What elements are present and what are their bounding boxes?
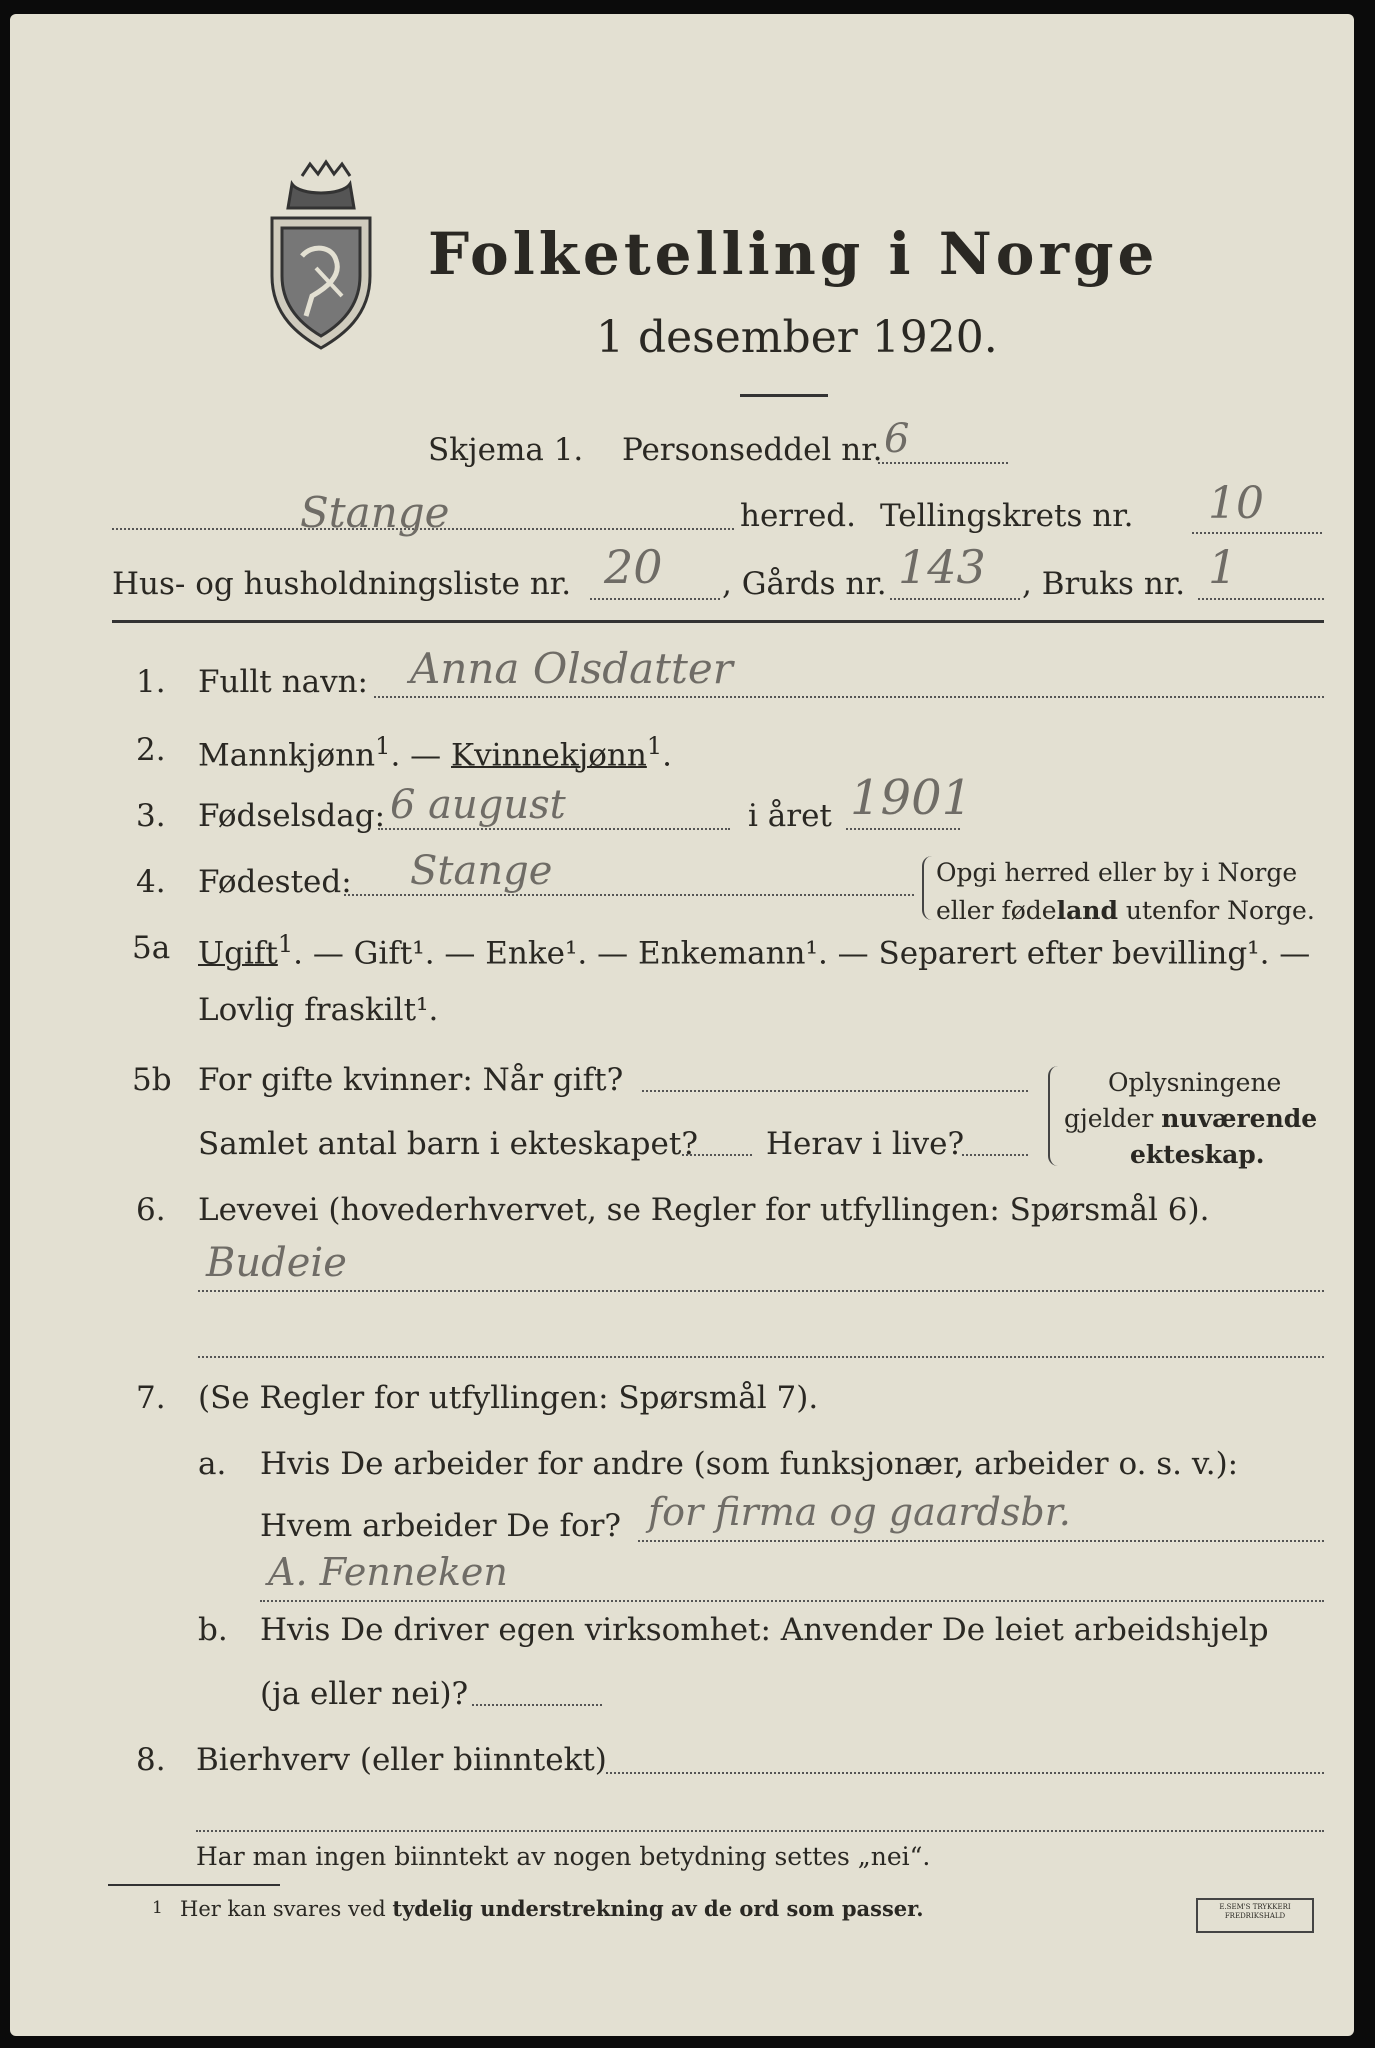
q4-label: Fødested:	[198, 864, 352, 900]
q2-text: Mannkjønn$^1$. — Kvinnekjønn$^1$.	[198, 732, 672, 774]
birthplace-value[interactable]: Stange	[410, 848, 553, 894]
q5a-number: 5a	[132, 930, 171, 966]
gards-value[interactable]: 143	[898, 540, 986, 594]
birth-year-value[interactable]: 1901	[850, 770, 973, 826]
mannkjonn-option[interactable]: Mannkjønn	[198, 737, 376, 774]
footnote-text: Her kan svares ved tydelig understrekning av de ord som passer.	[180, 1896, 924, 1921]
q4-line	[344, 894, 914, 896]
q3-label: Fødselsdag:	[198, 798, 386, 834]
personseddel-label: Personseddel nr.	[622, 432, 883, 468]
footnote-mark: 1	[152, 1898, 163, 1918]
husliste-value[interactable]: 20	[604, 540, 663, 594]
q5b-note1: Oplysningene	[1108, 1068, 1282, 1097]
employer-value1[interactable]: for firma og gaardsbr.	[648, 1490, 1071, 1534]
coat-of-arms-icon	[262, 156, 380, 356]
q7b-line	[472, 1704, 602, 1706]
q8-note: Har man ingen biinntekt av nogen betydning settes „nei“.	[196, 1842, 931, 1871]
q3-year-label: i året	[748, 798, 832, 834]
herred-label: herred.	[740, 498, 856, 534]
q7a-line1	[638, 1540, 1324, 1542]
q5b-number: 5b	[132, 1062, 172, 1098]
q4-number: 4.	[136, 864, 166, 900]
q1-label: Fullt navn:	[198, 664, 368, 700]
q6-line2	[198, 1356, 1324, 1358]
q6-label: Levevei (hovederhvervet, se Regler for utfyllingen: Spørsmål 6).	[198, 1192, 1210, 1228]
q5b-line2	[682, 1154, 752, 1156]
q7b-letter: b.	[198, 1612, 228, 1648]
q3-number: 3.	[136, 798, 166, 834]
q3-line	[378, 828, 730, 830]
q5b-note2: gjelder nuværende	[1064, 1104, 1318, 1133]
kvinnekjonn-option[interactable]: Kvinnekjønn	[451, 737, 647, 774]
personseddel-value[interactable]: 6	[884, 416, 910, 462]
q4-note-line1: Opgi herred eller by i Norge	[936, 858, 1298, 887]
q3-year-line	[846, 828, 960, 830]
q6-line1	[198, 1290, 1324, 1292]
q7b-label: Hvis De driver egen virksomhet: Anvender De leiet arbeidshjelp	[260, 1612, 1269, 1648]
husliste-label: Hus- og husholdningsliste nr.	[112, 566, 572, 602]
q7a-letter: a.	[198, 1446, 227, 1482]
q7b-label2: (ja eller nei)?	[260, 1676, 469, 1712]
husliste-line	[590, 598, 720, 600]
occupation-value[interactable]: Budeie	[206, 1240, 347, 1286]
title-divider	[740, 394, 828, 397]
q7-label: (Se Regler for utfyllingen: Spørsmål 7).	[198, 1380, 819, 1416]
q1-line	[374, 696, 1324, 698]
q7a-label2: Hvem arbeider De for?	[260, 1508, 622, 1544]
skjema-label: Skjema 1.	[428, 432, 584, 468]
ugift-option[interactable]: Ugift	[198, 935, 278, 972]
q7a-label: Hvis De arbeider for andre (som funksjonær, arbeider o. s. v.):	[260, 1446, 1239, 1482]
q8-line1	[606, 1772, 1324, 1774]
q5b-label1: For gifte kvinner: Når gift?	[198, 1062, 624, 1098]
bruks-value[interactable]: 1	[1208, 540, 1238, 594]
tellingskrets-line	[1192, 532, 1322, 534]
tellingskrets-label: Tellingskrets nr.	[880, 498, 1134, 534]
gards-label: , Gårds nr.	[722, 566, 887, 602]
census-date: 1 desember 1920.	[596, 312, 998, 363]
q7a-line2	[260, 1600, 1324, 1602]
q4-note-brace	[922, 856, 932, 920]
q5b-label3: Herav i live?	[766, 1126, 965, 1162]
full-name-value[interactable]: Anna Olsdatter	[410, 644, 733, 693]
employer-value2[interactable]: A. Fenneken	[268, 1550, 508, 1594]
q8-line2	[196, 1830, 1324, 1832]
header-separator	[112, 620, 1324, 623]
q7-number: 7.	[136, 1380, 166, 1416]
printer-stamp: E.SEM'S TRYKKERI FREDRIKSHALD	[1196, 1898, 1314, 1933]
form-title: Folketelling i Norge	[428, 220, 1159, 288]
birthday-value[interactable]: 6 august	[390, 782, 566, 828]
q5b-note3: ekteskap.	[1130, 1140, 1265, 1169]
q5b-label2: Samlet antal barn i ekteskapet?	[198, 1126, 698, 1162]
footnote-rule	[108, 1884, 280, 1886]
bruks-label: , Bruks nr.	[1022, 566, 1186, 602]
gards-line	[890, 598, 1020, 600]
bruks-line	[1198, 598, 1324, 600]
q2-number: 2.	[136, 732, 166, 768]
q5b-note-brace	[1048, 1066, 1060, 1166]
q1-number: 1.	[136, 664, 166, 700]
q4-note-line2: eller fødeland utenfor Norge.	[936, 896, 1315, 925]
q5a-line2[interactable]: Lovlig fraskilt¹.	[198, 992, 439, 1028]
q8-label: Bierhverv (eller biinntekt)	[196, 1742, 607, 1778]
personseddel-line	[878, 462, 1008, 464]
q5b-line3	[962, 1154, 1028, 1156]
q5a-text: Ugift$^1$. — Gift¹. — Enke¹. — Enkemann¹. — Separert efter bevilling¹. —	[198, 930, 1311, 972]
q8-number: 8.	[136, 1742, 166, 1778]
q5b-line1	[642, 1090, 1028, 1092]
tellingskrets-value[interactable]: 10	[1208, 478, 1264, 529]
q6-number: 6.	[136, 1192, 166, 1228]
herred-value[interactable]: Stange	[300, 488, 450, 537]
